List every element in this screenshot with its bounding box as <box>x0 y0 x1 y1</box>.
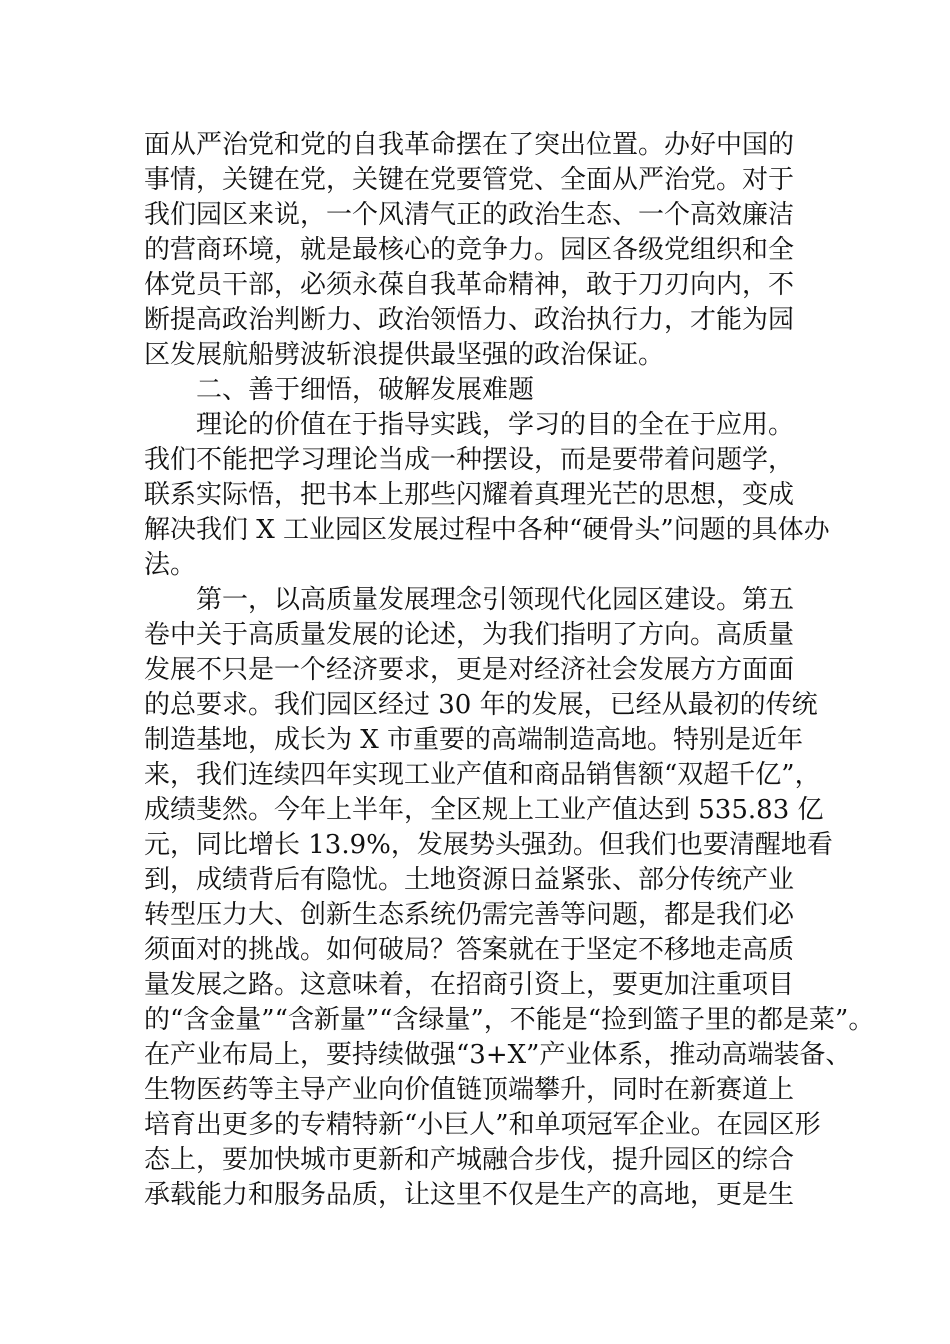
text-line: 生物医药等主导产业向价值链顶端攀升，同时在新赛道上 <box>144 1075 795 1105</box>
text-line: 面从严治党和党的自我革命摆在了突出位置。办好中国的 <box>144 130 795 160</box>
text-line: 须面对的挑战。如何破局？答案就在于坚定不移地走高质 <box>144 935 795 965</box>
text-line: 元，同比增长 13.9%，发展势头强劲。但我们也要清醒地看 <box>144 830 833 860</box>
text-line: 量发展之路。这意味着，在招商引资上，要更加注重项目 <box>144 970 795 1000</box>
text-line: 我们园区来说，一个风清气正的政治生态、一个高效廉洁 <box>144 200 795 230</box>
text-line: 的总要求。我们园区经过 30 年的发展，已经从最初的传统 <box>144 690 818 720</box>
paragraph-1 <box>144 128 824 373</box>
text-line: 联系实际悟，把书本上那些闪耀着真理光芒的思想，变成 <box>144 480 795 510</box>
text-line: 法。 <box>144 550 197 580</box>
text-line: 到，成绩背后有隐忧。土地资源日益紧张、部分传统产业 <box>144 865 795 895</box>
text-line: 转型压力大、创新生态系统仍需完善等问题，都是我们必 <box>144 900 795 930</box>
section-heading: 二、善于细悟，破解发展难题 <box>196 375 535 405</box>
paragraph-2 <box>144 408 830 583</box>
text-line: 成绩斐然。今年上半年，全区规上工业产值达到 535.83 亿 <box>144 795 824 825</box>
text-line: 发展不只是一个经济要求，更是对经济社会发展方方面面 <box>144 655 795 685</box>
text-line: 卷中关于高质量发展的论述，为我们指明了方向。高质量 <box>144 620 795 650</box>
text-line: 制造基地，成长为 X 市重要的高端制造高地。特别是近年 <box>144 725 804 755</box>
text-line: 来，我们连续四年实现工业产值和商品销售额“双超千亿”， <box>144 760 821 790</box>
document-body <box>144 128 875 1213</box>
text-line: 在产业布局上，要持续做强“3+X”产业体系，推动高端装备、 <box>144 1040 852 1070</box>
text-line: 第一，以高质量发展理念引领现代化园区建设。第五 <box>196 585 795 615</box>
text-line: 我们不能把学习理论当成一种摆设，而是要带着问题学， <box>144 445 795 475</box>
text-line: 培育出更多的专精特新“小巨人”和单项冠军企业。在园区形 <box>144 1110 821 1140</box>
text-line: 事情，关键在党，关键在党要管党、全面从严治党。对于 <box>144 165 795 195</box>
text-line: 的“含金量”“含新量”“含绿量”，不能是“捡到篮子里的都是菜”。 <box>144 1005 875 1035</box>
text-line: 承载能力和服务品质，让这里不仅是生产的高地，更是生 <box>144 1180 795 1210</box>
text-line: 态上，要加快城市更新和产城融合步伐，提升园区的综合 <box>144 1145 795 1175</box>
text-line: 解决我们 X 工业园区发展过程中各种“硬骨头”问题的具体办 <box>144 515 830 545</box>
text-line: 断提高政治判断力、政治领悟力、政治执行力，才能为园 <box>144 305 795 335</box>
paragraph-3 <box>144 583 875 1213</box>
text-line: 区发展航船劈波斩浪提供最坚强的政治保证。 <box>144 340 665 370</box>
text-line: 体党员干部，必须永葆自我革命精神，敢于刀刃向内，不 <box>144 270 795 300</box>
text-line: 的营商环境，就是最核心的竞争力。园区各级党组织和全 <box>144 235 795 265</box>
text-line: 理论的价值在于指导实践，学习的目的全在于应用。 <box>196 410 795 440</box>
